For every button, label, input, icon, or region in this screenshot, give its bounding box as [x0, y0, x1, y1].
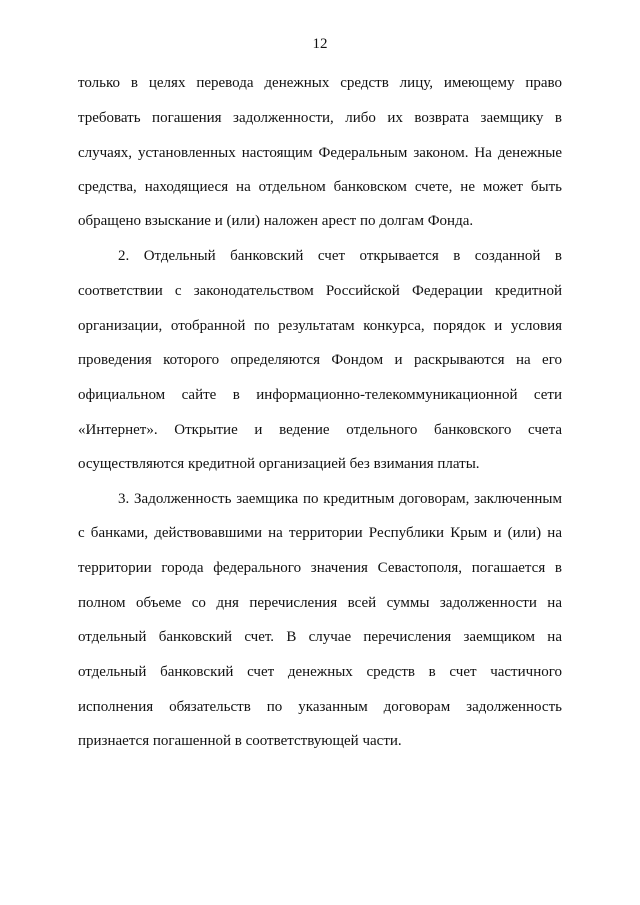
text-line: отдельный банковский счет. В случае перечисления заемщиком на: [78, 629, 562, 645]
text-line: «Интернет». Открытие и ведение отдельного банковского счета: [78, 422, 562, 438]
text-line: требовать погашения задолженности, либо их возврата заемщику в: [78, 110, 562, 126]
text-line: осуществляются кредитной организацией без взимания платы.: [78, 456, 480, 472]
text-line: организации, отобранной по результатам конкурса, порядок и условия: [78, 318, 562, 334]
text-line: 2. Отдельный банковский счет открывается в созданной в: [118, 248, 562, 264]
text-line: отдельный банковский счет денежных средств в счет частичного: [78, 664, 562, 680]
text-line: проведения которого определяются Фондом и раскрываются на его: [78, 352, 562, 368]
text-line: 3. Задолженность заемщика по кредитным договорам, заключенным: [118, 491, 562, 507]
text-line: соответствии с законодательством Российской Федерации кредитной: [78, 283, 562, 299]
text-line: официальном сайте в информационно-телекоммуникационной сети: [78, 387, 562, 403]
text-line: только в целях перевода денежных средств лицу, имеющему право: [78, 75, 562, 91]
text-line: случаях, установленных настоящим Федеральным законом. На денежные: [78, 145, 562, 161]
text-line: обращено взыскание и (или) наложен арест по долгам Фонда.: [78, 213, 474, 229]
text-line: с банками, действовавшими на территории Республики Крым и (или) на: [78, 525, 562, 541]
text-line: полном объеме со дня перечисления всей суммы задолженности на: [78, 595, 562, 611]
text-line: территории города федерального значения Севастополя, погашается в: [78, 560, 562, 576]
text-line: исполнения обязательств по указанным договорам задолженность: [78, 699, 562, 715]
text-line: признается погашенной в соответствующей части.: [78, 733, 402, 749]
page-number: 12: [312, 36, 328, 52]
text-line: средства, находящиеся на отдельном банковском счете, не может быть: [78, 179, 562, 195]
